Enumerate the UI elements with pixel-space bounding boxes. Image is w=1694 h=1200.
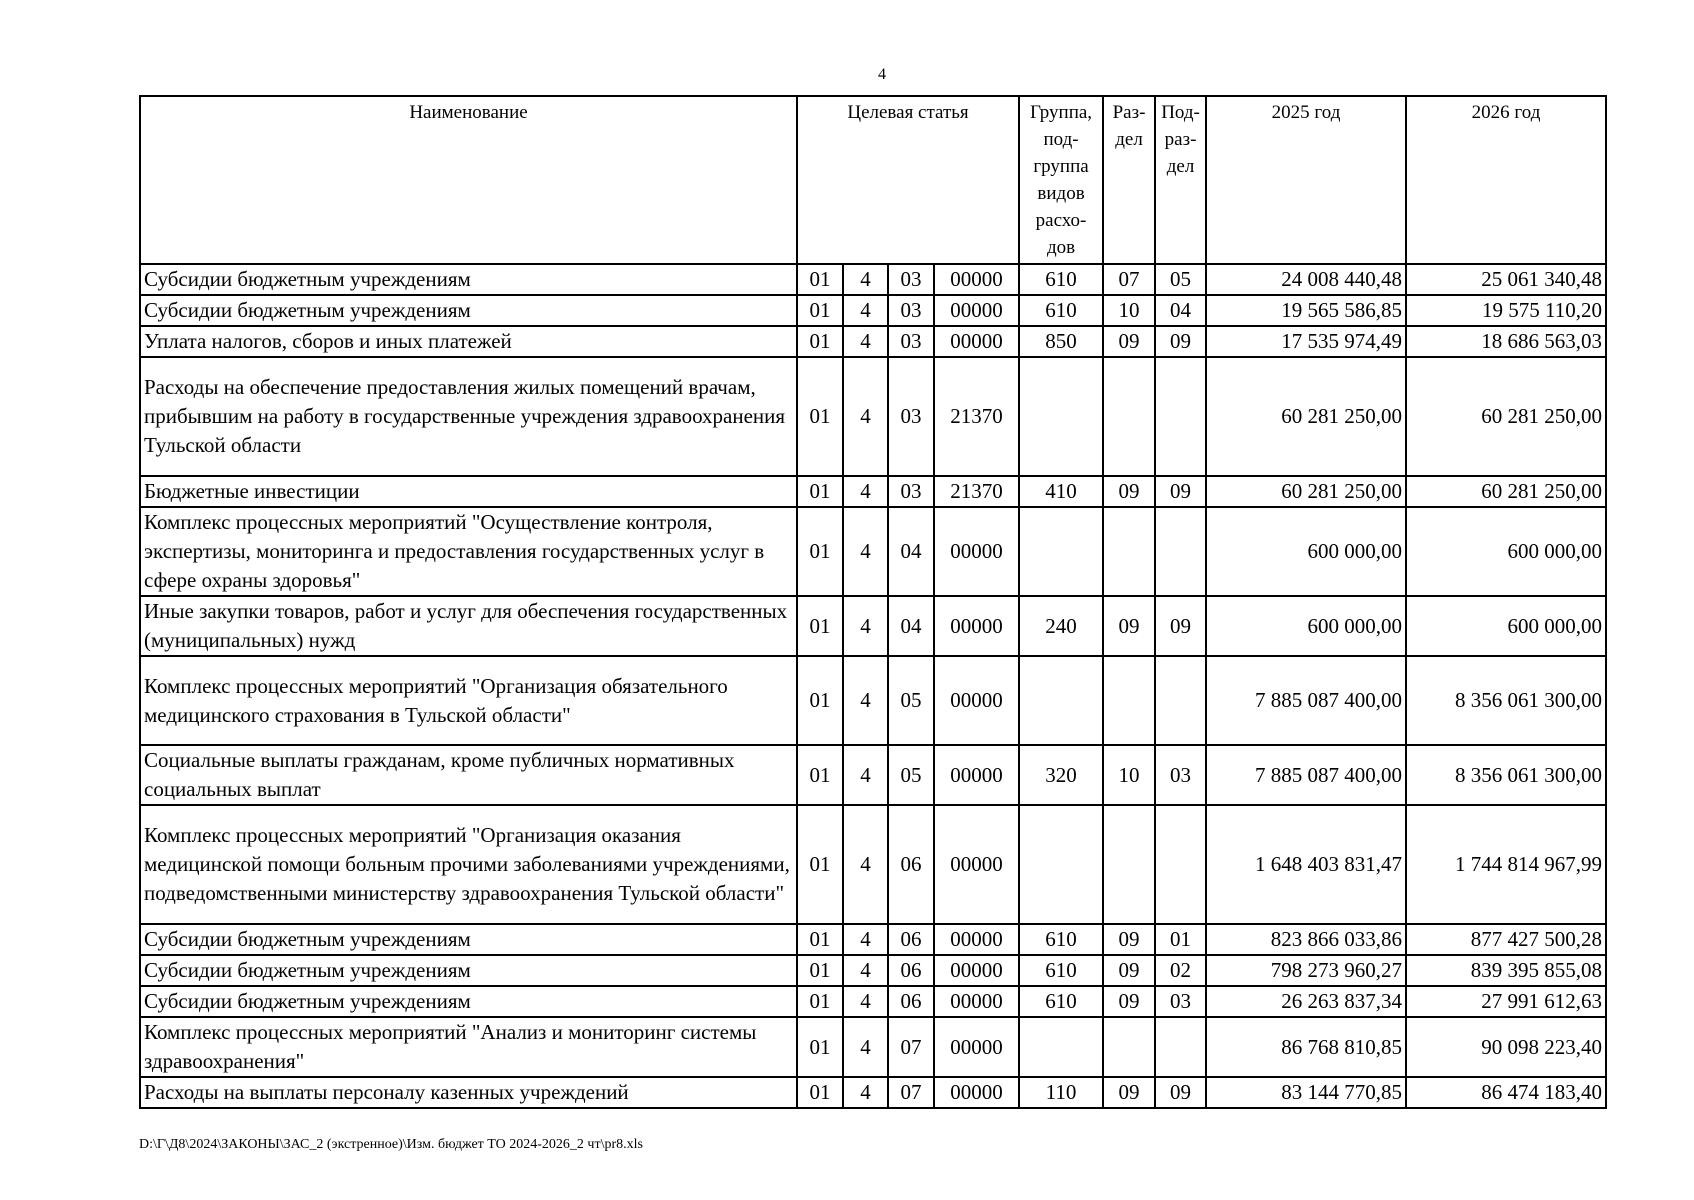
section — [1103, 1017, 1155, 1077]
target-type: 4 — [843, 596, 888, 656]
target-direction: 00000 — [934, 1077, 1019, 1108]
target-direction: 00000 — [934, 745, 1019, 805]
expense-group — [1019, 507, 1103, 596]
amount-2025: 823 866 033,86 — [1206, 924, 1406, 955]
subsection — [1155, 656, 1206, 745]
header-row — [140, 96, 1606, 264]
row-name: Субсидии бюджетным учреждениям — [140, 264, 797, 295]
expense-group: 320 — [1019, 745, 1103, 805]
target-complex: 03 — [888, 357, 934, 476]
subsection — [1155, 1017, 1206, 1077]
expense-group: 850 — [1019, 326, 1103, 357]
expense-group — [1019, 357, 1103, 476]
table-row — [140, 507, 1606, 596]
header-subsection: Под-раз-дел — [1155, 96, 1206, 264]
header-group: Группа, под-группа видов расхо-дов — [1019, 96, 1103, 264]
target-program: 01 — [797, 476, 843, 507]
target-program: 01 — [797, 295, 843, 326]
target-program: 01 — [797, 955, 843, 986]
section: 10 — [1103, 295, 1155, 326]
section — [1103, 357, 1155, 476]
row-name: Субсидии бюджетным учреждениям — [140, 986, 797, 1017]
header-name: Наименование — [140, 96, 797, 264]
target-type: 4 — [843, 1017, 888, 1077]
amount-2025: 24 008 440,48 — [1206, 264, 1406, 295]
target-type: 4 — [843, 955, 888, 986]
target-direction: 00000 — [934, 326, 1019, 357]
table-row — [140, 924, 1606, 955]
target-direction: 00000 — [934, 596, 1019, 656]
target-direction: 00000 — [934, 507, 1019, 596]
subsection: 09 — [1155, 596, 1206, 656]
target-direction: 00000 — [934, 295, 1019, 326]
header-2025: 2025 год — [1206, 96, 1406, 264]
amount-2026: 600 000,00 — [1406, 507, 1606, 596]
target-direction: 00000 — [934, 264, 1019, 295]
subsection: 05 — [1155, 264, 1206, 295]
target-program: 01 — [797, 1017, 843, 1077]
target-program: 01 — [797, 326, 843, 357]
target-type: 4 — [843, 656, 888, 745]
subsection: 03 — [1155, 745, 1206, 805]
section — [1103, 805, 1155, 924]
table-row — [140, 745, 1606, 805]
expense-group: 410 — [1019, 476, 1103, 507]
row-name: Комплекс процессных мероприятий "Осуществление контроля, экспертизы, мониторинга и предоставления государственных услуг в сфере охраны здоровья" — [140, 507, 797, 596]
amount-2026: 18 686 563,03 — [1406, 326, 1606, 357]
amount-2026: 27 991 612,63 — [1406, 986, 1606, 1017]
target-complex: 03 — [888, 264, 934, 295]
target-direction: 00000 — [934, 955, 1019, 986]
target-complex: 04 — [888, 596, 934, 656]
amount-2025: 26 263 837,34 — [1206, 986, 1406, 1017]
amount-2025: 1 648 403 831,47 — [1206, 805, 1406, 924]
section: 07 — [1103, 264, 1155, 295]
amount-2026: 19 575 110,20 — [1406, 295, 1606, 326]
target-type: 4 — [843, 295, 888, 326]
target-type: 4 — [843, 1077, 888, 1108]
target-complex: 03 — [888, 326, 934, 357]
expense-group: 240 — [1019, 596, 1103, 656]
table-row — [140, 326, 1606, 357]
section: 09 — [1103, 476, 1155, 507]
target-direction: 00000 — [934, 986, 1019, 1017]
target-complex: 03 — [888, 476, 934, 507]
row-name: Комплекс процессных мероприятий "Организация обязательного медицинского страхования в Тульской области" — [140, 656, 797, 745]
expense-group: 110 — [1019, 1077, 1103, 1108]
row-name: Бюджетные инвестиции — [140, 476, 797, 507]
amount-2026: 877 427 500,28 — [1406, 924, 1606, 955]
target-type: 4 — [843, 805, 888, 924]
amount-2026: 90 098 223,40 — [1406, 1017, 1606, 1077]
target-complex: 07 — [888, 1017, 934, 1077]
section: 09 — [1103, 986, 1155, 1017]
amount-2026: 25 061 340,48 — [1406, 264, 1606, 295]
amount-2026: 1 744 814 967,99 — [1406, 805, 1606, 924]
target-type: 4 — [843, 264, 888, 295]
table-row — [140, 986, 1606, 1017]
table-row — [140, 955, 1606, 986]
subsection: 09 — [1155, 326, 1206, 357]
target-direction: 00000 — [934, 924, 1019, 955]
target-complex: 06 — [888, 924, 934, 955]
amount-2026: 8 356 061 300,00 — [1406, 745, 1606, 805]
subsection: 02 — [1155, 955, 1206, 986]
table-row — [140, 805, 1606, 924]
target-type: 4 — [843, 745, 888, 805]
section: 09 — [1103, 326, 1155, 357]
row-name: Субсидии бюджетным учреждениям — [140, 295, 797, 326]
row-name: Комплекс процессных мероприятий "Анализ и мониторинг системы здравоохранения" — [140, 1017, 797, 1077]
target-program: 01 — [797, 264, 843, 295]
section: 09 — [1103, 924, 1155, 955]
expense-group: 610 — [1019, 924, 1103, 955]
target-direction: 21370 — [934, 357, 1019, 476]
target-complex: 05 — [888, 656, 934, 745]
subsection: 09 — [1155, 1077, 1206, 1108]
amount-2025: 60 281 250,00 — [1206, 476, 1406, 507]
row-name: Комплекс процессных мероприятий "Организация оказания медицинской помощи больным прочими заболеваниями учреждениями, подведомственными министерству здравоохранения Тульской области" — [140, 805, 797, 924]
amount-2026: 839 395 855,08 — [1406, 955, 1606, 986]
table-row — [140, 476, 1606, 507]
amount-2026: 8 356 061 300,00 — [1406, 656, 1606, 745]
row-name: Социальные выплаты гражданам, кроме публичных нормативных социальных выплат — [140, 745, 797, 805]
subsection: 09 — [1155, 476, 1206, 507]
header-target: Целевая статья — [797, 96, 1019, 264]
target-program: 01 — [797, 745, 843, 805]
target-complex: 07 — [888, 1077, 934, 1108]
target-program: 01 — [797, 805, 843, 924]
table-row — [140, 1017, 1606, 1077]
target-complex: 06 — [888, 986, 934, 1017]
target-type: 4 — [843, 476, 888, 507]
target-complex: 05 — [888, 745, 934, 805]
amount-2025: 86 768 810,85 — [1206, 1017, 1406, 1077]
target-program: 01 — [797, 656, 843, 745]
budget-table — [139, 95, 1607, 1109]
target-type: 4 — [843, 326, 888, 357]
target-program: 01 — [797, 1077, 843, 1108]
amount-2025: 19 565 586,85 — [1206, 295, 1406, 326]
subsection: 03 — [1155, 986, 1206, 1017]
amount-2025: 83 144 770,85 — [1206, 1077, 1406, 1108]
table-row — [140, 1077, 1606, 1108]
amount-2025: 7 885 087 400,00 — [1206, 656, 1406, 745]
amount-2025: 798 273 960,27 — [1206, 955, 1406, 986]
subsection: 04 — [1155, 295, 1206, 326]
subsection: 01 — [1155, 924, 1206, 955]
row-name: Субсидии бюджетным учреждениям — [140, 924, 797, 955]
expense-group: 610 — [1019, 295, 1103, 326]
target-complex: 03 — [888, 295, 934, 326]
amount-2025: 600 000,00 — [1206, 507, 1406, 596]
target-complex: 06 — [888, 955, 934, 986]
row-name: Расходы на обеспечение предоставления жилых помещений врачам, прибывшим на работу в государственные учреждения здравоохранения Тульской области — [140, 357, 797, 476]
expense-group — [1019, 805, 1103, 924]
row-name: Уплата налогов, сборов и иных платежей — [140, 326, 797, 357]
row-name: Иные закупки товаров, работ и услуг для обеспечения государственных (муниципальных) нужд — [140, 596, 797, 656]
section: 10 — [1103, 745, 1155, 805]
target-program: 01 — [797, 986, 843, 1017]
amount-2025: 600 000,00 — [1206, 596, 1406, 656]
target-program: 01 — [797, 924, 843, 955]
row-name: Субсидии бюджетным учреждениям — [140, 955, 797, 986]
target-direction: 00000 — [934, 805, 1019, 924]
expense-group: 610 — [1019, 986, 1103, 1017]
target-program: 01 — [797, 507, 843, 596]
file-path-footer: D:\Г\Д8\2024\ЗАКОНЫ\ЗАС_2 (экстренное)\Изм. бюджет ТО 2024-2026_2 чт\pr8.xls — [139, 1137, 643, 1152]
target-program: 01 — [797, 357, 843, 476]
table-row — [140, 264, 1606, 295]
target-complex: 04 — [888, 507, 934, 596]
section — [1103, 507, 1155, 596]
amount-2025: 7 885 087 400,00 — [1206, 745, 1406, 805]
target-type: 4 — [843, 924, 888, 955]
target-direction: 00000 — [934, 656, 1019, 745]
expense-group: 610 — [1019, 955, 1103, 986]
amount-2026: 60 281 250,00 — [1406, 476, 1606, 507]
target-type: 4 — [843, 357, 888, 476]
expense-group — [1019, 1017, 1103, 1077]
page-number: 4 — [878, 66, 886, 83]
header-2026: 2026 год — [1406, 96, 1606, 264]
subsection — [1155, 357, 1206, 476]
target-complex: 06 — [888, 805, 934, 924]
amount-2025: 17 535 974,49 — [1206, 326, 1406, 357]
section — [1103, 656, 1155, 745]
target-direction: 00000 — [934, 1017, 1019, 1077]
table-row — [140, 295, 1606, 326]
row-name: Расходы на выплаты персоналу казенных учреждений — [140, 1077, 797, 1108]
expense-group: 610 — [1019, 264, 1103, 295]
target-type: 4 — [843, 986, 888, 1017]
amount-2026: 60 281 250,00 — [1406, 357, 1606, 476]
target-program: 01 — [797, 596, 843, 656]
amount-2025: 60 281 250,00 — [1206, 357, 1406, 476]
target-type: 4 — [843, 507, 888, 596]
amount-2026: 600 000,00 — [1406, 596, 1606, 656]
table-row — [140, 357, 1606, 476]
subsection — [1155, 805, 1206, 924]
section: 09 — [1103, 1077, 1155, 1108]
section: 09 — [1103, 596, 1155, 656]
header-section: Раз-дел — [1103, 96, 1155, 264]
section: 09 — [1103, 955, 1155, 986]
target-direction: 21370 — [934, 476, 1019, 507]
subsection — [1155, 507, 1206, 596]
table-row — [140, 656, 1606, 745]
amount-2026: 86 474 183,40 — [1406, 1077, 1606, 1108]
table-row — [140, 596, 1606, 656]
expense-group — [1019, 656, 1103, 745]
